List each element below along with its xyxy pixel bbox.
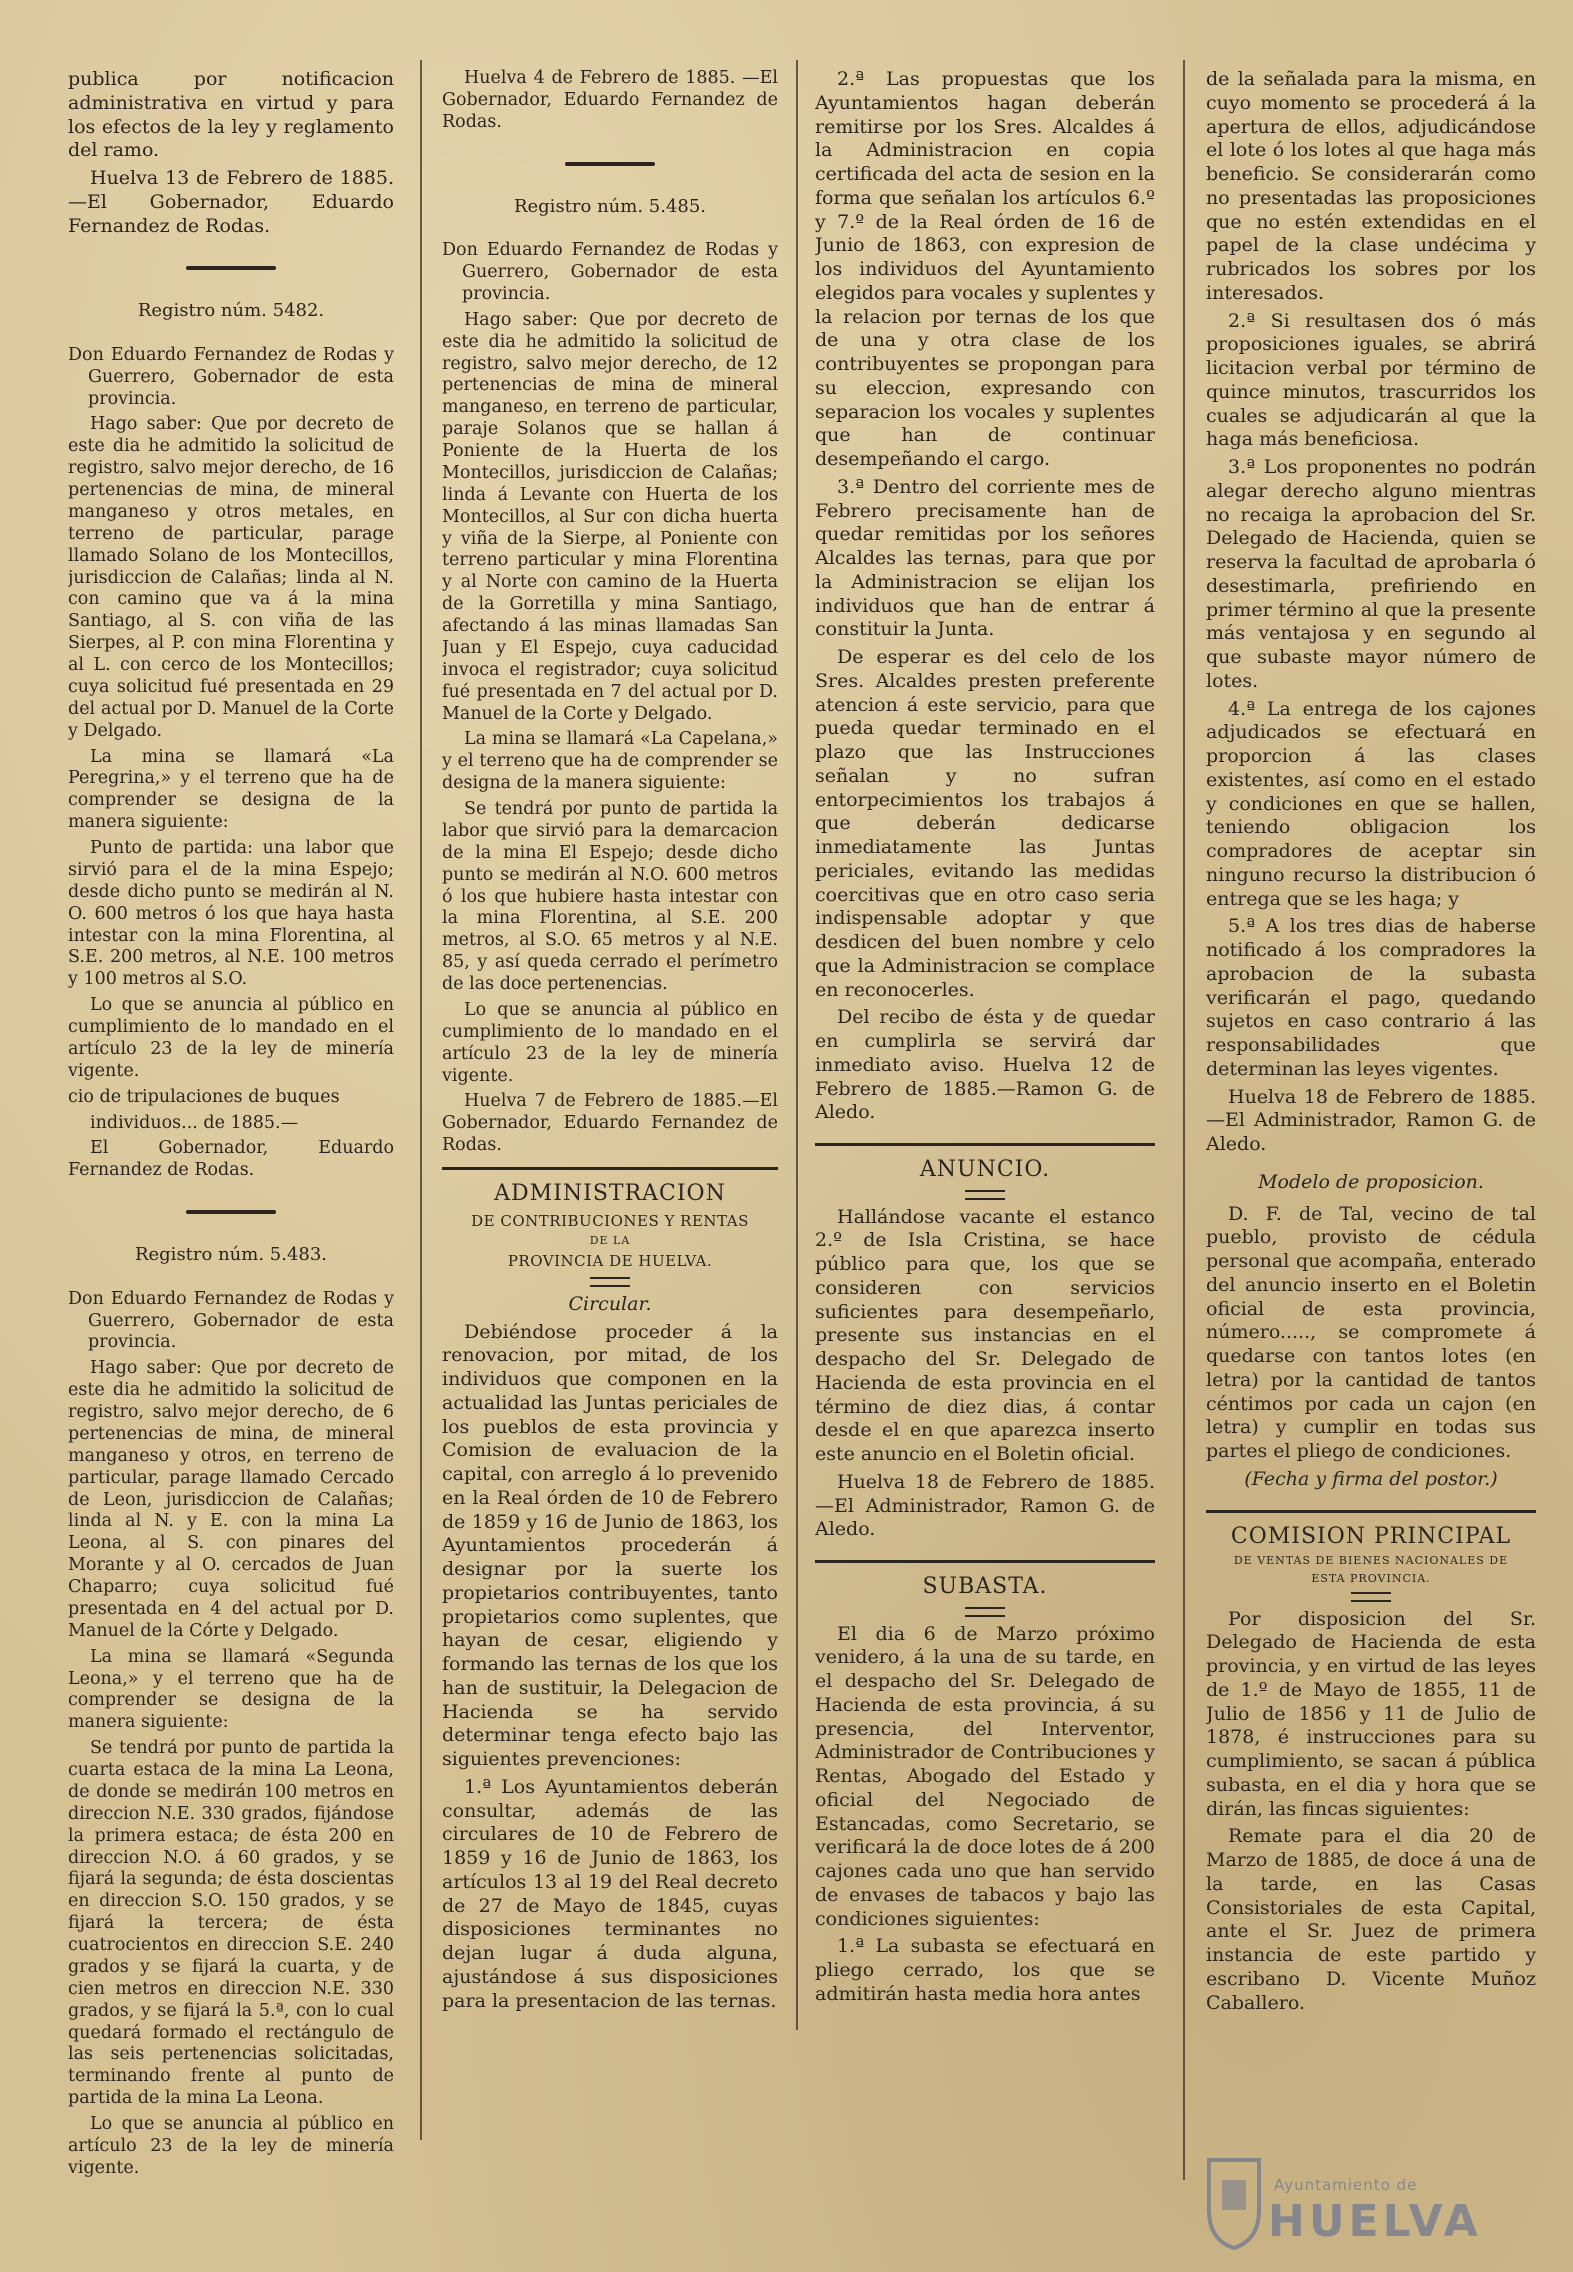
signature-note: (Fecha y firma del postor.) [1244,1467,1498,1490]
registry-heading: Registro núm. 5.485. [513,195,707,217]
circular-title: Circular. [568,1292,652,1315]
section-subheading: DE VENTAS DE BIENES NACIONALES DE [1233,1554,1509,1567]
signature: Huelva 4 de Febrero de 1885. —El Gobernador, Eduardo Fernandez de Rodas. [442,68,778,132]
section-subheading: DE CONTRIBUCIONES Y RENTAS [471,1211,749,1230]
horizontal-rule [442,1167,778,1170]
ornament-separator [590,1277,630,1287]
section-heading: ANUNCIO. [919,1157,1051,1182]
horizontal-rule [1206,1510,1536,1513]
paragraph: Punto de partida: una labor que sirvió para el de la mina Espejo; desde dicho punto se medirán al N. O. 600 metros ó los que haya hasta intestar con la mina Florentina, al S.E. 200 metros, al N.E. 100 metros y 100 metros al S.O. [68,838,394,990]
watermark-logo [1204,2140,1534,2260]
ornament-separator [965,1190,1005,1200]
separator [186,266,276,270]
paragraph: De esperar es del celo de los Sres. Alcaldes presten preferente atencion á este servicio, para que pueda quedar terminado en el plazo que las Instrucciones señalan y no sufran entorpecimientos los trabajos á que deberán dedicarse inmediatamente las Juntas periciales, evitando las medidas coercitivas que en otro caso seria indispensable adoptar y que desdicen del buen nombre y celo que la Administracion se complace en reconocerles. [815,646,1155,1001]
registry-heading: Registro núm. 5482. [137,300,325,322]
paragraph: Debiéndose proceder á la renovacion, por mitad, de los individuos que componen en la actualidad las Juntas periciales de los pueblos de esta provincia y Comision de evaluacion de la capital, con arreglo á lo prevenido en la Real órden de 10 de Febrero de 1859 y 16 de Junio de 1863, los Ayuntamientos procederán á designar por la suerte los propietarios contribuyentes, tanto propietarios como suplentes, que hayan de cesar, eligiendo y formando las ternas de los que los han de sustituir, la Delegacion de Hacienda se ha servido determinar tenga efecto bajo las siguientes prevenciones: [442,1320,778,1770]
paragraph: Don Eduardo Fernandez de Rodas y Guerrero, Gobernador de esta provincia. [442,240,778,304]
paragraph: La mina se llamará «La Capelana,» y el terreno que ha de comprender se designa de la manera siguiente: [442,729,778,794]
paragraph: 3.ª Los proponentes no podrán alegar derecho alguno mientras no recaiga la aprobacion del Sr. Delegado de Hacienda, quien se reserva la facultad de aprobarla ó desestimarla, prefiriendo en primer término al que la presente más ventajosa y en segundo al que subaste mayor número de lotes. [1206,456,1536,692]
crest-icon [1204,2150,1264,2250]
paragraph: Por disposicion del Sr. Delegado de Hacienda de esta provincia, y en virtud de las leyes de 1.º de Mayo de 1855, 11 de Julio de 1856 y 11 de Julio de 1878, é instrucciones para su cumplimiento, se sacan á pública subasta, en el dia y hora que se dirán, las fincas siguientes: [1206,1607,1536,1820]
model-heading: Modelo de proposicion. [1258,1170,1484,1193]
separator [565,162,655,166]
horizontal-rule [815,1560,1155,1563]
torn-scrap-text: cio de tripulaciones de buques [68,1086,340,1107]
paragraph: Hago saber: Que por decreto de este dia he admitido la solicitud de registro, salvo mejor derecho, de 12 pertenencias de mina de mineral manganeso, en terreno de particular, paraje Solanos que se hallan á Poniente de la Huerta de los Montecillos, jurisdiccion de Calañas; linda á Levante con Huerta de los Montecillos, al Sur con dicha huerta y viña de la Sierpe, al Poniente con terreno particular y mina Florentina y al Norte con camino de la Huerta de la Gorretilla y mina Santiago, afectando á las minas llamadas San Juan y El Espejo, cuya caducidad invoca el registrador; cuya solicitud fué presentada en 7 del actual por D. Manuel de la Corte y Delgado. [442,309,778,724]
paragraph: Se tendrá por punto de partida la labor que sirvió para la demarcacion de la mina El Espejo; desde dicho punto se medirán al N.O. 600 metros ó los que hubiere hasta intestar con la mina Florentina, al S.E. 200 metros, al S.O. 65 metros y al N.E. 85, y así queda cerrado el perímetro de las doce pertenencias. [442,799,778,994]
paragraph: 4.ª La entrega de los cajones adjudicados se efectuará en proporcion á las clases existentes, así como en el estado y condiciones en que se hallen, teniendo obligacion los compradores de aceptar sin ninguno recurso la distribucion ó entrega que se les haga; y [1206,697,1536,910]
paragraph: 3.ª Dentro del corriente mes de Febrero precisamente han de quedar remitidas por los señores Alcaldes las ternas, para que por la Administracion se elijan los individuos que han de entrar á constituir la Junta. [815,475,1155,641]
ornament-separator [965,1607,1005,1617]
section-subheading: ESTA PROVINCIA. [1311,1571,1431,1585]
section-heading: SUBASTA. [922,1574,1048,1599]
paragraph: D. F. de Tal, vecino de tal pueblo, provisto de cédula personal que acompaña, enterado del anuncio inserto en el Boletin oficial de esta provincia, número....., se compromete á quedarse con tantos lotes (en letra) por la cantidad de tantos céntimos por cada un cajon (en letra) y cumplir en todas sus partes el pliego de condiciones. [1206,1202,1536,1462]
paragraph: Hallándose vacante el estanco 2.º de Isla Cristina, se hace público para que, los que se consideren con servicios suficientes para desempeñarlo, presente sus instancias en el despacho del Sr. Delegado de Hacienda de esta provincia en el término de diez dias, á contar desde el en que aparezca inserto este anuncio en el Boletin oficial. [815,1205,1155,1465]
signature: Huelva 18 de Febrero de 1885. —El Administrador, Ramon G. de Aledo. [815,1470,1155,1541]
paragraph: 1.ª La subasta se efectuará en pliego cerrado, los que se admitirán hasta media hora antes [815,1935,1155,2005]
paragraph: Don Eduardo Fernandez de Rodas y Guerrero, Gobernador de esta provincia. [68,344,394,409]
separator [186,1210,276,1214]
paragraph: El dia 6 de Marzo próximo venidero, á la una de su tarde, en el despacho del Sr. Delegado de Hacienda de esta provincia, á su presencia, del Interventor, Administrador de Contribuciones y Rentas, Abogado del Estado y oficial del Negociado de Estancadas, como Secretario, se verificará la de doce lotes de á 200 cajones cada uno que han servido de envases de tabacos y bajo las condiciones siguientes: [815,1622,1155,1930]
column-rule-2 [796,60,798,2030]
paragraph: 5.ª A los tres dias de haberse notificado á los compradores la aprobacion de la subasta verificarán el pago, quedando sujetos en caso contrario á las responsabilidades que determinan las leyes vigentes. [1206,915,1536,1080]
paragraph: de la señalada para la misma, en cuyo momento se procederá á la apertura de ellos, adjudicándose el lote ó los lotes al que haga más beneficio. Se considerarán como no presentadas las proposiciones que no estén extendidas en el papel de la clase undécima y rubricados los sobres por los interesados. [1206,68,1536,304]
paragraph: La mina se llamará «Segunda Leona,» y el terreno que ha de comprender se designa de la manera siguiente: [68,1646,394,1733]
section-heading: COMISION PRINCIPAL [1230,1523,1512,1549]
paragraph: Hago saber: Que por decreto de este dia he admitido la solicitud de registro, salvo mejor derecho, de 6 pertenencias de mina, de mineral manganeso y otros, en terreno de particular, parage llamado Cercado de Leon, jurisdiccion de Calañas; linda al N. y E. con la mina La Leona, al S. con pinares del Morante y al O. cercados de Juan Chaparro; cuya solicitud fué presentada en 4 del actual por D. Manuel de la Córte y Delgado. [68,1358,394,1641]
watermark-line-2: HUELVA [1268,2196,1482,2247]
section-heading: ADMINISTRACION [494,1181,726,1206]
column-3 [815,68,1155,2252]
paragraph: Del recibo de ésta y de quedar en cumplirla se servirá dar inmediato aviso. Huelva 12 de Febrero de 1885.—Ramon G. de Aledo. [815,1006,1155,1124]
signature: Huelva 18 de Febrero de 1885. —El Administrador, Ramon G. de Aledo. [1206,1085,1536,1155]
paragraph: Hago saber: Que por decreto de este dia he admitido la solicitud de registro, salvo mejor derecho, de 16 pertenencias de mina, de mineral manganeso y otros metales, en terreno de particular, parage llamado Solano de los Montecillos, jurisdiccion de Calañas; linda al N. con camino que va á la mina Santiago, al S. con viña de las Sierpes, al P. con mina Florentina y al L. con cerco de los Montecillos; cuya solicitud fué presentada en 29 del actual por D. Manuel de la Corte y Delgado. [68,414,394,741]
column-2 [442,68,778,2252]
paragraph: publica por notificacion administrativa en virtud y para los efectos de la ley y reglamento del ramo. [68,68,394,162]
paragraph: Remate para el dia 20 de Marzo de 1885, de doce á una de la tarde, en las Casas Consistoriales de esta Capital, ante el Sr. Juez de primera instancia de este partido y escribano D. Vicente Muñoz Caballero. [1206,1825,1536,2014]
column-4 [1206,68,1536,2252]
paragraph: Don Eduardo Fernandez de Rodas y Guerrero, Gobernador de esta provincia. [68,1288,394,1353]
registry-heading: Registro núm. 5.483. [134,1244,328,1266]
paragraph: 2.ª Si resultasen dos ó más proposiciones iguales, se abrirá licitacion verbal por término de quince minutos, trascurridos los cuales se adjudicarán al que la haga más beneficiosa. [1206,309,1536,451]
paragraph: La mina se llamará «La Peregrina,» y el terreno que ha de comprender se designa de la manera siguiente: [68,746,394,833]
column-1 [68,68,394,2252]
watermark-line-1: Ayuntamiento de [1274,2176,1418,2194]
ornament-separator [1351,1592,1391,1602]
section-subheading: PROVINCIA DE HUELVA. [507,1252,713,1270]
paragraph: Se tendrá por punto de partida la cuarta estaca de la mina La Leona, de donde se medirán 100 metros en direccion N.E. 330 grados, fijándose la primera estaca; de ésta 200 en direccion N.O. á 60 grados, y se fijará la segunda; de ésta doscientas en direccion S.O. 150 grados, y se fijará la tercera; de ésta cuatrocientos en direccion S.E. 240 grados y se fijará la cuarta, y de cien metros en direccion N.E. 330 grados, y se fijará la 5.ª, con lo cual quedará formado el rectángulo de las seis pertenencias solicitadas, terminando frente al punto de partida de la mina La Leona. [68,1738,394,2109]
paragraph: 2.ª Las propuestas que los Ayuntamientos hagan deberán remitirse por los Sres. Alcaldes á la Administracion en copia certificada del acta de sesion en la forma que señalan los artículos 6.º y 7.º de la Real órden de 16 de Junio de 1863, con expresion de los individuos del Ayuntamiento elegidos para vocales y suplentes y la relacion por ternas de los que de una y otra clase de los contribuyentes se propongan para su eleccion, expresando con separacion los vocales y suplentes que han de continuar desempeñando el cargo. [815,68,1155,470]
paragraph: Lo que se anuncia al público en cumplimiento de lo mandado en el artículo 23 de la ley de minería vigente. [442,999,778,1086]
signature: Huelva 7 de Febrero de 1885.—El Gobernador, Eduardo Fernandez de Rodas. [442,1091,778,1156]
signature: Huelva 13 de Febrero de 1885. —El Gobernador, Eduardo Fernandez de Rodas. [68,167,394,237]
torn-scrap-text: El Gobernador, Eduardo Fernandez de Rodas. [68,1138,394,1181]
column-rule-1 [420,60,422,2140]
horizontal-rule [815,1143,1155,1146]
paragraph: 1.ª Los Ayuntamientos deberán consultar, además de las circulares de 10 de Febrero de 1859 y 16 de Junio de 1863, los artículos 13 al 19 del Real decreto de 27 de Mayo de 1845, cuyas disposiciones terminantes no dejan lugar á duda alguna, ajustándose á sus disposiciones para la presentacion de las ternas. [442,1775,778,2012]
column-rule-3 [1183,60,1185,2180]
paragraph: Lo que se anuncia al público en cumplimiento de lo mandado en el artículo 23 de la ley de minería vigente. [68,995,394,1081]
torn-scrap-text: individuos... de 1885.— [90,1112,299,1133]
paragraph: Lo que se anuncia al público en artículo 23 de la ley de minería vigente. [68,2114,394,2178]
section-subheading: DE LA [589,1234,631,1248]
